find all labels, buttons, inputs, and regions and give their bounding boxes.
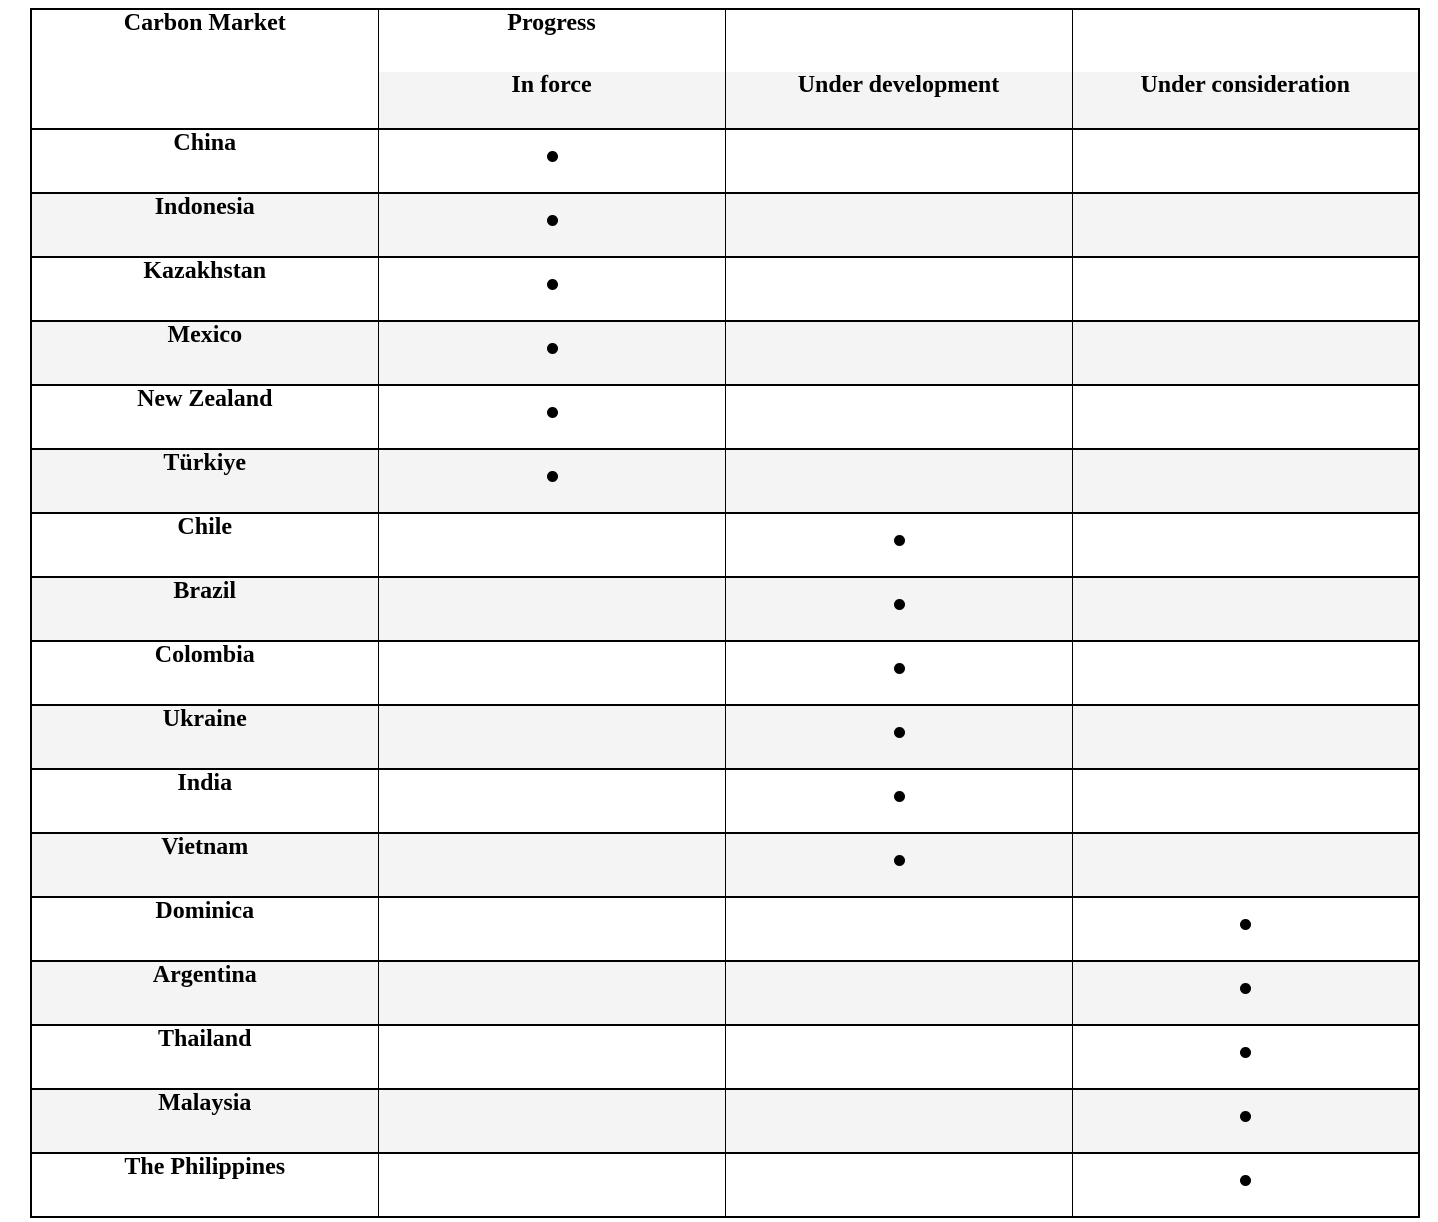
status-cell <box>725 257 1072 321</box>
table-row <box>31 833 1419 897</box>
status-cell <box>1072 961 1419 1025</box>
status-cell <box>1072 449 1419 513</box>
country-name-cell: Colombia <box>31 641 378 705</box>
country-name-cell: Mexico <box>31 321 378 385</box>
country-name-cell: Indonesia <box>31 193 378 257</box>
country-name-cell: Malaysia <box>31 1089 378 1153</box>
table-row <box>31 577 1419 641</box>
bullet-marker-icon <box>547 279 558 290</box>
country-name-cell: Argentina <box>31 961 378 1025</box>
status-cell <box>1072 833 1419 897</box>
status-cell <box>1072 193 1419 257</box>
status-cell <box>1072 513 1419 577</box>
bullet-marker-icon <box>1240 1111 1251 1122</box>
bullet-marker-icon <box>894 855 905 866</box>
bullet-marker-icon <box>547 215 558 226</box>
empty-header-cell <box>725 9 1072 72</box>
status-cell <box>725 833 1072 897</box>
status-cell <box>378 1025 725 1089</box>
country-name-cell: Chile <box>31 513 378 577</box>
bullet-marker-icon <box>894 663 905 674</box>
status-cell <box>725 1153 1072 1217</box>
status-cell <box>725 577 1072 641</box>
status-cell <box>378 577 725 641</box>
column-header-under-development: Under development <box>725 72 1072 129</box>
bullet-marker-icon <box>894 791 905 802</box>
country-name-cell: Kazakhstan <box>31 257 378 321</box>
status-cell <box>725 193 1072 257</box>
table-row <box>31 129 1419 193</box>
status-cell <box>378 961 725 1025</box>
status-cell <box>378 193 725 257</box>
table-row <box>31 257 1419 321</box>
status-cell <box>1072 641 1419 705</box>
status-cell <box>725 321 1072 385</box>
table-row <box>31 385 1419 449</box>
status-cell <box>1072 1089 1419 1153</box>
status-cell <box>725 897 1072 961</box>
country-name-cell: India <box>31 769 378 833</box>
bullet-marker-icon <box>547 471 558 482</box>
status-cell <box>725 513 1072 577</box>
status-cell <box>725 705 1072 769</box>
status-cell <box>725 961 1072 1025</box>
status-cell <box>725 129 1072 193</box>
table-row <box>31 897 1419 961</box>
bullet-marker-icon <box>1240 1175 1251 1186</box>
status-cell <box>378 449 725 513</box>
bullet-marker-icon <box>1240 1047 1251 1058</box>
table-body <box>31 129 1419 1217</box>
country-name-cell: Dominica <box>31 897 378 961</box>
status-cell <box>378 833 725 897</box>
header-row-group <box>31 9 1419 72</box>
carbon-market-table <box>30 8 1420 1218</box>
status-cell <box>1072 1025 1419 1089</box>
progress-header: Progress <box>378 9 725 72</box>
column-header-in-force: In force <box>378 72 725 129</box>
status-cell <box>378 769 725 833</box>
table-row <box>31 1025 1419 1089</box>
country-name-cell: The Philippines <box>31 1153 378 1217</box>
column-header-under-consideration: Under consideration <box>1072 72 1419 129</box>
status-cell <box>725 769 1072 833</box>
empty-header-cell <box>1072 9 1419 72</box>
status-cell <box>378 257 725 321</box>
table-row <box>31 1089 1419 1153</box>
status-cell <box>1072 705 1419 769</box>
status-cell <box>378 513 725 577</box>
status-cell <box>725 1089 1072 1153</box>
country-name-cell: China <box>31 129 378 193</box>
status-cell <box>378 1089 725 1153</box>
bullet-marker-icon <box>894 599 905 610</box>
bullet-marker-icon <box>1240 983 1251 994</box>
carbon-market-header: Carbon Market <box>31 9 378 129</box>
table-row <box>31 449 1419 513</box>
status-cell <box>378 705 725 769</box>
country-name-cell: Thailand <box>31 1025 378 1089</box>
status-cell <box>1072 1153 1419 1217</box>
country-name-cell: Türkiye <box>31 449 378 513</box>
table-row <box>31 705 1419 769</box>
status-cell <box>1072 769 1419 833</box>
bullet-marker-icon <box>894 535 905 546</box>
status-cell <box>378 321 725 385</box>
status-cell <box>378 385 725 449</box>
country-name-cell: Vietnam <box>31 833 378 897</box>
table-row <box>31 513 1419 577</box>
bullet-marker-icon <box>1240 919 1251 930</box>
status-cell <box>378 1153 725 1217</box>
table-row <box>31 321 1419 385</box>
country-name-cell: New Zealand <box>31 385 378 449</box>
bullet-marker-icon <box>547 407 558 418</box>
status-cell <box>725 1025 1072 1089</box>
status-cell <box>1072 577 1419 641</box>
status-cell <box>1072 897 1419 961</box>
country-name-cell: Brazil <box>31 577 378 641</box>
bullet-marker-icon <box>547 343 558 354</box>
table-row <box>31 1153 1419 1217</box>
status-cell <box>1072 321 1419 385</box>
status-cell <box>378 129 725 193</box>
table-row <box>31 641 1419 705</box>
status-cell <box>378 641 725 705</box>
status-cell <box>725 449 1072 513</box>
status-cell <box>1072 385 1419 449</box>
status-cell <box>725 385 1072 449</box>
table-row <box>31 769 1419 833</box>
bullet-marker-icon <box>894 727 905 738</box>
status-cell <box>1072 129 1419 193</box>
status-cell <box>378 897 725 961</box>
table-row <box>31 961 1419 1025</box>
status-cell <box>725 641 1072 705</box>
table-row <box>31 193 1419 257</box>
status-cell <box>1072 257 1419 321</box>
bullet-marker-icon <box>547 151 558 162</box>
country-name-cell: Ukraine <box>31 705 378 769</box>
